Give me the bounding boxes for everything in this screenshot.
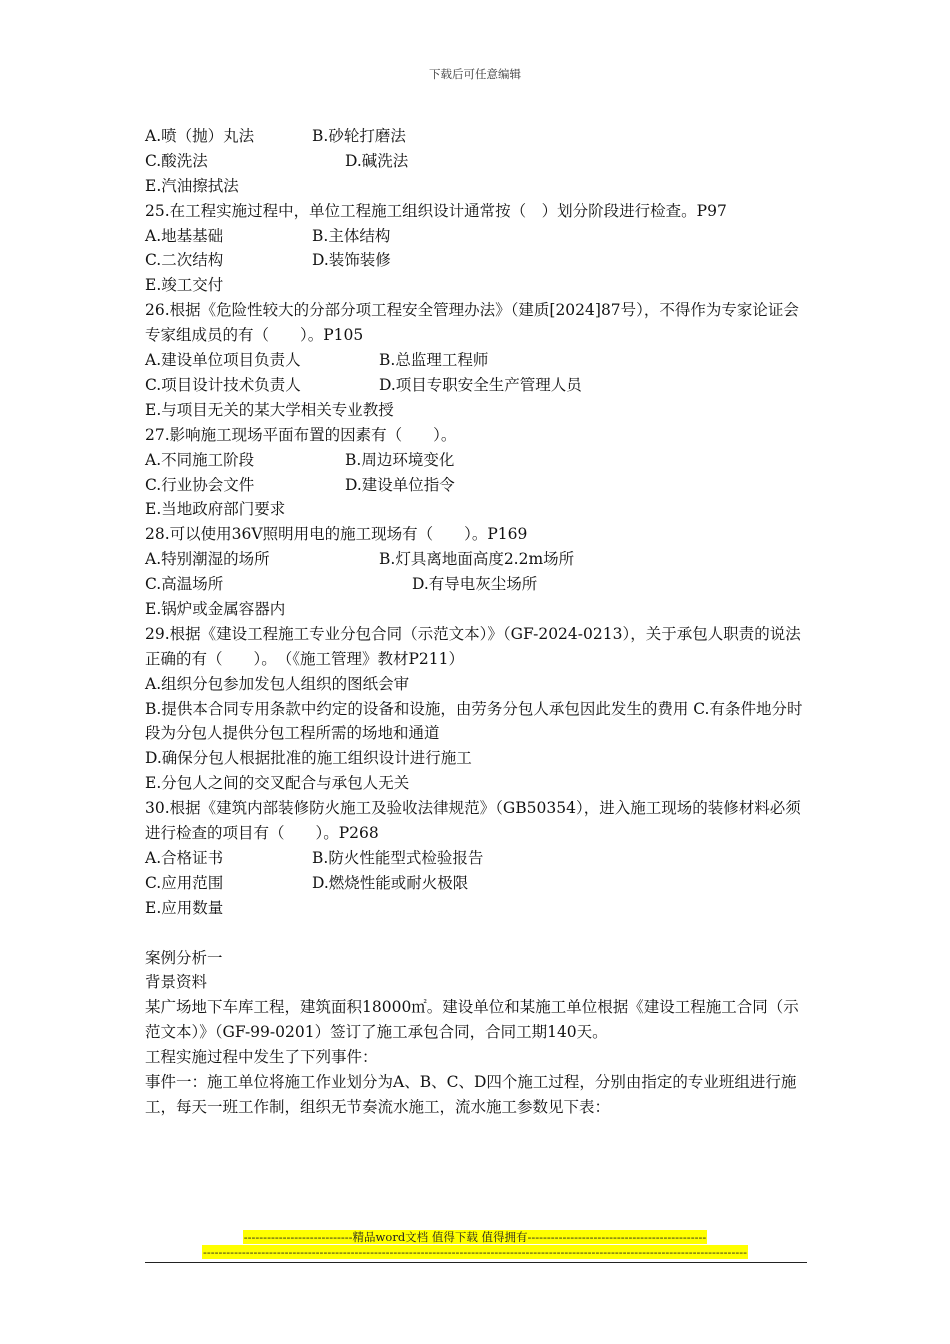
- q29-option-bc: B.提供本合同专用条款中约定的设备和设施，由劳务分包人承包因此发生的费用 C.有条件地分时段为分包人提供分包工程所需的场地和通道: [145, 699, 803, 743]
- q24-option-e: E.汽油擦拭法: [145, 176, 239, 195]
- q29-option-a: A.组织分包参加发包人组织的图纸会审: [145, 674, 410, 693]
- q26-options-ab: [145, 348, 807, 373]
- case-paragraph-1: 某广场地下车库工程，建筑面积18000㎡。建设单位和某施工单位根据《建设工程施工合同（示范文本）》（GF-99-0201）签订了施工承包合同，合同工期140天。: [145, 998, 799, 1042]
- blank-line: [145, 921, 807, 946]
- q30-option-d: D.燃烧性能或耐火极限: [312, 873, 469, 892]
- q29-option-e: E.分包人之间的交叉配合与承包人无关: [145, 774, 410, 793]
- q30-option-c: C.应用范围: [145, 873, 224, 892]
- case-background-heading: 背景资料: [145, 973, 208, 992]
- q25-option-e: E.竣工交付: [145, 276, 224, 295]
- q25-option-c: C.二次结构: [145, 251, 224, 270]
- q26-option-d: D.项目专职安全生产管理人员: [379, 375, 582, 394]
- q28-option-b: B.灯具离地面高度2.2m场所: [379, 550, 575, 569]
- q27-option-b: B.周边环境变化: [345, 450, 455, 469]
- q25-stem: 25.在工程实施过程中，单位工程施工组织设计通常按（ ）划分阶段进行检查。P97: [145, 201, 727, 220]
- case-paragraph-3: 事件一：施工单位将施工作业划分为A、B、C、D四个施工过程，分别由指定的专业班组进行施工，每天一班工作制，组织无节奏流水施工，流水施工参数见下表：: [145, 1073, 797, 1116]
- footer-banner-text: ----------------------------精品word文档 值得下载 值得拥有----------------------------------------------: [243, 1230, 707, 1244]
- q26-options-cd: [145, 373, 807, 398]
- q25-option-b: B.主体结构: [312, 226, 391, 245]
- q30-stem: 30.根据《建筑内部装修防火施工及验收法律规范》（GB50354），进入施工现场的装修材料必须进行检查的项目有（ ）。P268: [145, 799, 801, 843]
- q24-option-c: C.酸洗法: [145, 151, 208, 170]
- q28-stem: 28.可以使用36V照明用电的施工现场有（ ）。P169: [145, 525, 528, 544]
- q27-options-ab: [145, 448, 807, 473]
- q28-option-d: D.有导电灰尘场所: [412, 575, 538, 594]
- q24-options-ab: [145, 124, 807, 149]
- q25-options-cd: [145, 248, 807, 273]
- q28-options-ab: [145, 547, 807, 572]
- q25-options-ab: [145, 224, 807, 249]
- case-paragraph-2: 工程实施过程中发生了下列事件：: [145, 1048, 378, 1067]
- case-title: 案例分析一: [145, 948, 223, 967]
- q27-option-d: D.建设单位指令: [345, 475, 455, 494]
- q30-option-a: A.合格证书: [145, 848, 224, 867]
- q27-option-a: A.不同施工阶段: [145, 450, 255, 469]
- q26-option-e: E.与项目无关的某大学相关专业教授: [145, 400, 394, 419]
- page-header: 下载后可任意编辑: [429, 67, 521, 81]
- footer-banner-line-1: [0, 1229, 950, 1245]
- q30-options-cd: [145, 871, 807, 896]
- q27-options-cd: [145, 473, 807, 498]
- q29-option-d: D.确保分包人根据批准的施工组织设计进行施工: [145, 749, 472, 768]
- q24-options-cd: [145, 149, 807, 174]
- q24-option-b: B.砂轮打磨法: [312, 127, 406, 145]
- q27-option-c: C.行业协会文件: [145, 475, 255, 494]
- q26-option-c: C.项目设计技术负责人: [145, 375, 301, 394]
- q30-option-e: E.应用数量: [145, 898, 224, 917]
- q25-option-d: D.装饰装修: [312, 251, 391, 270]
- q24-option-d: D.碱洗法: [345, 151, 409, 170]
- q24-option-a: A.喷（抛）丸法: [145, 127, 255, 145]
- q27-stem: 27.影响施工现场平面布置的因素有（ ）。: [145, 425, 457, 444]
- document-body: [145, 124, 807, 1120]
- footer-banner-line-2: [0, 1245, 950, 1259]
- q25-option-a: A.地基基础: [145, 226, 224, 245]
- footer-banner-dashes: --------------------------------------------------------------------------------------------------------------------------------------------: [202, 1245, 747, 1259]
- q26-stem: 26.根据《危险性较大的分部分项工程安全管理办法》（建质[2024]87号），不得作为专家论证会专家组成员的有（ ）。P105: [145, 301, 799, 345]
- q26-option-a: A.建设单位项目负责人: [145, 351, 301, 370]
- q30-options-ab: [145, 846, 807, 871]
- q29-stem: 29.根据《建设工程施工专业分包合同（示范文本）》（GF-2024-0213），关于承包人职责的说法正确的有（ ）。 （《施工管理》教材P211）: [145, 624, 801, 668]
- footer-rule: [145, 1262, 807, 1263]
- q28-option-a: A.特别潮湿的场所: [145, 550, 270, 569]
- q27-option-e: E.当地政府部门要求: [145, 500, 286, 519]
- q26-option-b: B.总监理工程师: [379, 351, 489, 370]
- q28-options-cd: [145, 572, 807, 597]
- q28-option-c: C.高温场所: [145, 575, 224, 594]
- q28-option-e: E.锅炉或金属容器内: [145, 599, 286, 618]
- q30-option-b: B.防火性能型式检验报告: [312, 848, 484, 867]
